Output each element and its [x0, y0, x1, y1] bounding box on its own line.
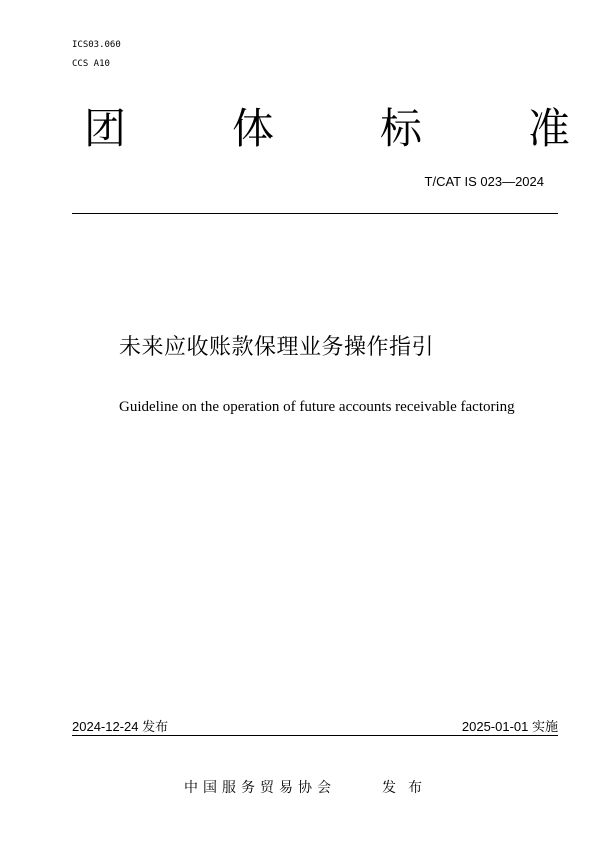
issuer-name: 中国服务贸易协会	[184, 780, 336, 796]
document-title-english: Guideline on the operation of future accounts receivable factoring	[119, 399, 515, 415]
publish-date: 2024-12-24 发布	[72, 719, 169, 734]
bottom-divider	[72, 735, 558, 736]
standard-type-char: 团	[84, 104, 127, 153]
top-divider	[72, 213, 558, 214]
standard-type-char: 体	[231, 104, 274, 153]
issue-label: 发布	[382, 780, 434, 796]
standard-type-char: 准	[527, 104, 570, 153]
ics-code: ICS03.060	[72, 40, 121, 50]
standard-type-heading	[84, 101, 570, 157]
ccs-code: CCS A10	[72, 59, 110, 69]
effective-date: 2025-01-01 实施	[461, 719, 558, 734]
document-title-chinese: 未来应收账款保理业务操作指引	[119, 335, 435, 360]
standard-type-char: 标	[379, 104, 422, 153]
standard-number: T/CAT IS 023—2024	[424, 174, 544, 189]
